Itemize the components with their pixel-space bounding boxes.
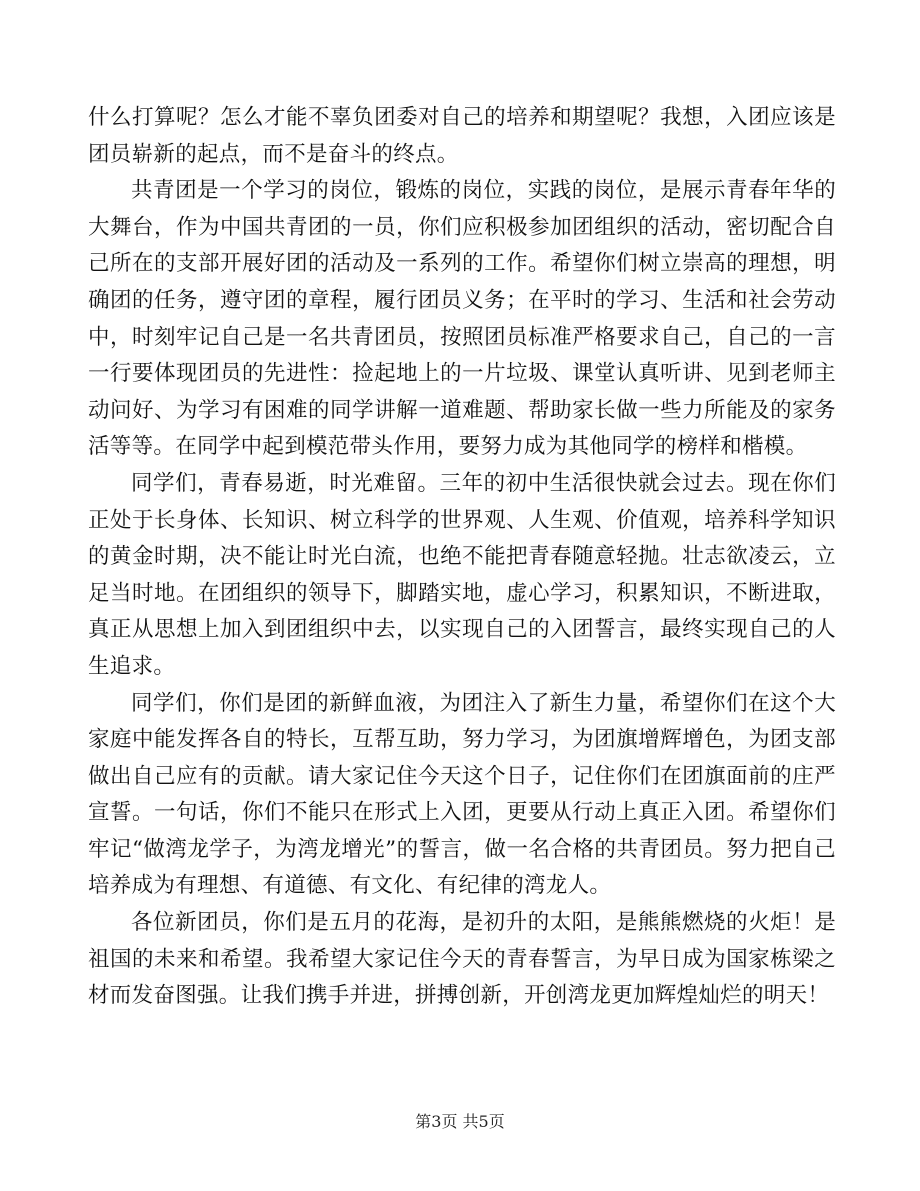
page-number-footer: 第3页 共5页: [415, 1112, 505, 1131]
document-body: [88, 100, 836, 1015]
paragraph: 同学们，你们是团的新鲜血液，为团注入了新生力量，希望你们在这个大家庭中能发挥各自的特长，互帮互助，努力学习，为团旗增辉增色，为团支部做出自己应有的贡献。请大家记住今天这个日子，记住你们在团旗面前的庄严宣誓。一句话，你们不能只在形式上入团，更要从行动上真正入团。希望你们牢记“做湾龙学子，为湾龙增光”的誓言，做一名合格的共青团员。努力把自己培养成为有理想、有道德、有文化、有纪律的湾龙人。: [88, 690, 836, 899]
paragraph: 各位新团员，你们是五月的花海，是初升的太阳，是熊熊燃烧的火炬！是祖国的未来和希望。我希望大家记住今天的青春誓言，为早日成为国家栋梁之材而发奋图强。让我们携手并进，拼搏创新，开创湾龙更加辉煌灿烂的明天！: [88, 910, 836, 1009]
paragraph: 同学们，青春易逝，时光难留。三年的初中生活很快就会过去。现在你们正处于长身体、长知识、树立科学的世界观、人生观、价值观，培养科学知识的黄金时期，决不能让时光白流，也绝不能把青春随意轻抛。壮志欲凌云，立足当时地。在团组织的领导下，脚踏实地，虚心学习，积累知识，不断进取，真正从思想上加入到团组织中去，以实现自己的入团誓言，最终实现自己的人生追求。: [88, 470, 836, 679]
paragraph-continuation: 什么打算呢？怎么才能不辜负团委对自己的培养和期望呢？我想，入团应该是团员崭新的起点，而不是奋斗的终点。: [88, 105, 836, 167]
paragraph: 共青团是一个学习的岗位，锻炼的岗位，实践的岗位，是展示青春年华的大舞台，作为中国共青团的一员，你们应积极参加团组织的活动，密切配合自己所在的支部开展好团的活动及一系列的工作。希望你们树立崇高的理想，明确团的任务，遵守团的章程，履行团员义务；在平时的学习、生活和社会劳动中，时刻牢记自己是一名共青团员，按照团员标准严格要求自己，自己的一言一行要体现团员的先进性：捡起地上的一片垃圾、课堂认真听讲、见到老师主动问好、为学习有困难的同学讲解一道难题、帮助家长做一些力所能及的家务活等等。在同学中起到模范带头作用，要努力成为其他同学的榜样和楷模。: [88, 178, 836, 460]
